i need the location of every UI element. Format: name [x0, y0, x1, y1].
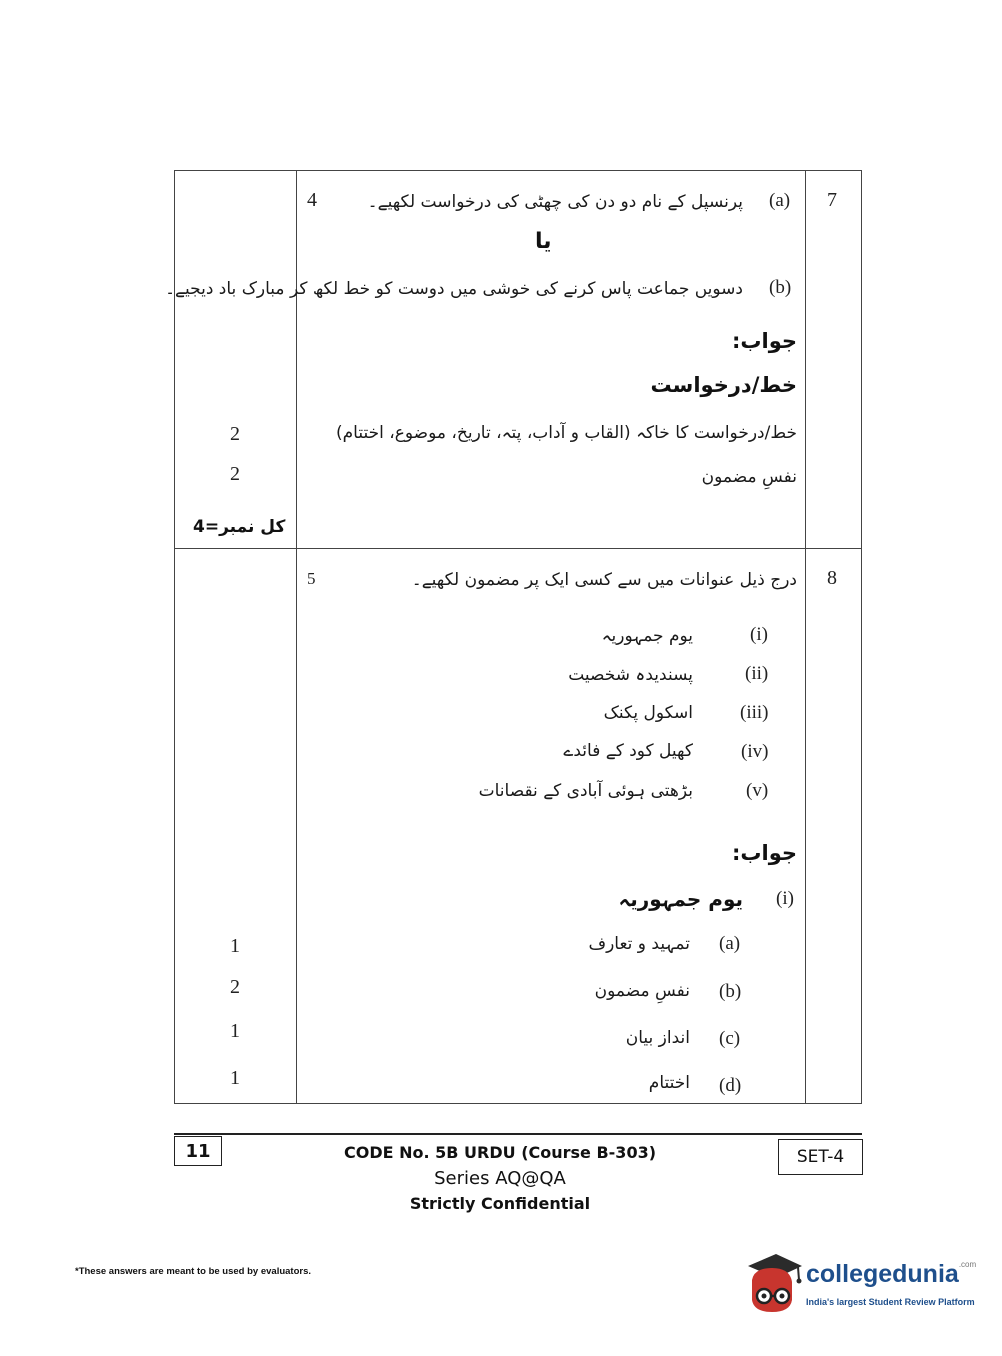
q7-row-2-mark: 2 — [230, 463, 240, 485]
answer-label-8: (i) — [776, 888, 794, 909]
confidential-label: Strictly Confidential — [409, 1194, 591, 1213]
q8-row-1-label: (a) — [719, 933, 741, 954]
q8-row-3-text: انداز بیان — [625, 1028, 690, 1048]
footer-rule — [174, 1133, 862, 1135]
q8-option-4-text: کھیل کود کے فائدے — [563, 741, 693, 761]
q7-row-2-text: نفسِ مضمون — [701, 467, 797, 487]
q8-row-1-mark: 1 — [230, 935, 240, 957]
evaluator-note: *These answers are meant to be used by evaluators. — [75, 1266, 312, 1277]
collegedunia-logo-icon — [742, 1250, 806, 1314]
answer-heading-7: جواب: — [732, 329, 797, 353]
option-a-text: پرنسپل کے نام دو دن کی چھٹی کی درخواست لکھیے۔ — [367, 192, 743, 212]
marking-scheme-table — [165, 170, 862, 1104]
set-box — [778, 1139, 863, 1175]
q8-prompt: درج ذیل عنوانات میں سے کسی ایک پر مضمون لکھیے۔ — [411, 570, 797, 590]
q8-option-4-label: (iv) — [741, 741, 769, 762]
q8-row-3-mark: 1 — [230, 1020, 240, 1042]
q7-row-1-mark: 2 — [230, 423, 240, 445]
question-marks-7: 4 — [307, 189, 317, 211]
question-number-7: 7 — [827, 189, 837, 211]
q8-row-1-text: تمہید و تعارف — [588, 934, 690, 954]
q8-option-3-label: (iii) — [740, 702, 769, 723]
q8-option-2-label: (ii) — [745, 663, 769, 684]
brand-suffix: .com — [958, 1260, 977, 1269]
row-divider — [175, 548, 861, 549]
or-text: یا — [535, 229, 552, 254]
q8-row-4-label: (d) — [719, 1075, 742, 1096]
brand-name — [806, 1260, 976, 1289]
brand-name-text: collegedunia — [806, 1260, 959, 1288]
q8-option-5-label: (v) — [746, 780, 769, 801]
option-b-label: (b) — [769, 277, 792, 298]
q8-row-4-text: اختتام — [648, 1073, 690, 1093]
q8-option-3-text: اسکول پکنک — [603, 703, 693, 723]
column-divider-marks — [296, 171, 297, 1103]
column-divider-question — [805, 171, 806, 1103]
q8-option-1-label: (i) — [750, 624, 768, 645]
q8-row-4-mark: 1 — [230, 1067, 240, 1089]
q7-total-marks: کل نمبر=4 — [193, 517, 286, 537]
set-label: SET-4 — [796, 1147, 845, 1167]
brand-tagline: India's largest Student Review Platform — [806, 1297, 975, 1307]
exam-series: Series AQ@QA — [434, 1168, 566, 1189]
q8-option-2-text: پسندیدہ شخصیت — [568, 665, 693, 685]
option-a-label: (a) — [769, 190, 791, 211]
answer-heading-8: جواب: — [732, 841, 797, 865]
question-number-8: 8 — [827, 567, 837, 589]
q8-row-2-mark: 2 — [230, 976, 240, 998]
q8-option-1-text: یوم جمہوریہ — [601, 626, 693, 646]
q8-option-5-text: بڑھتی ہوئی آبادی کے نقصانات — [478, 781, 693, 801]
page-number: 11 — [185, 1140, 211, 1162]
q8-row-3-label: (c) — [719, 1028, 741, 1049]
exam-code: CODE No. 5B URDU (Course B-303) — [343, 1143, 657, 1162]
answer-title-8: یوم جمہوریہ — [618, 887, 743, 911]
answer-subheading-7: خط/درخواست — [650, 373, 797, 397]
question-marks-8: 5 — [307, 569, 316, 588]
q8-row-2-text: نفسِ مضمون — [594, 981, 690, 1001]
q7-row-1-text: خط/درخواست کا خاکہ (القاب و آداب، پتہ، تاریخ، موضوع، اختتام) — [336, 423, 797, 443]
page-number-box — [174, 1136, 222, 1166]
q8-row-2-label: (b) — [719, 981, 742, 1002]
option-b-text: دسویں جماعت پاس کرنے کی خوشی میں دوست کو خط لکھ کر مبارک باد دیجیے۔ — [165, 279, 743, 299]
